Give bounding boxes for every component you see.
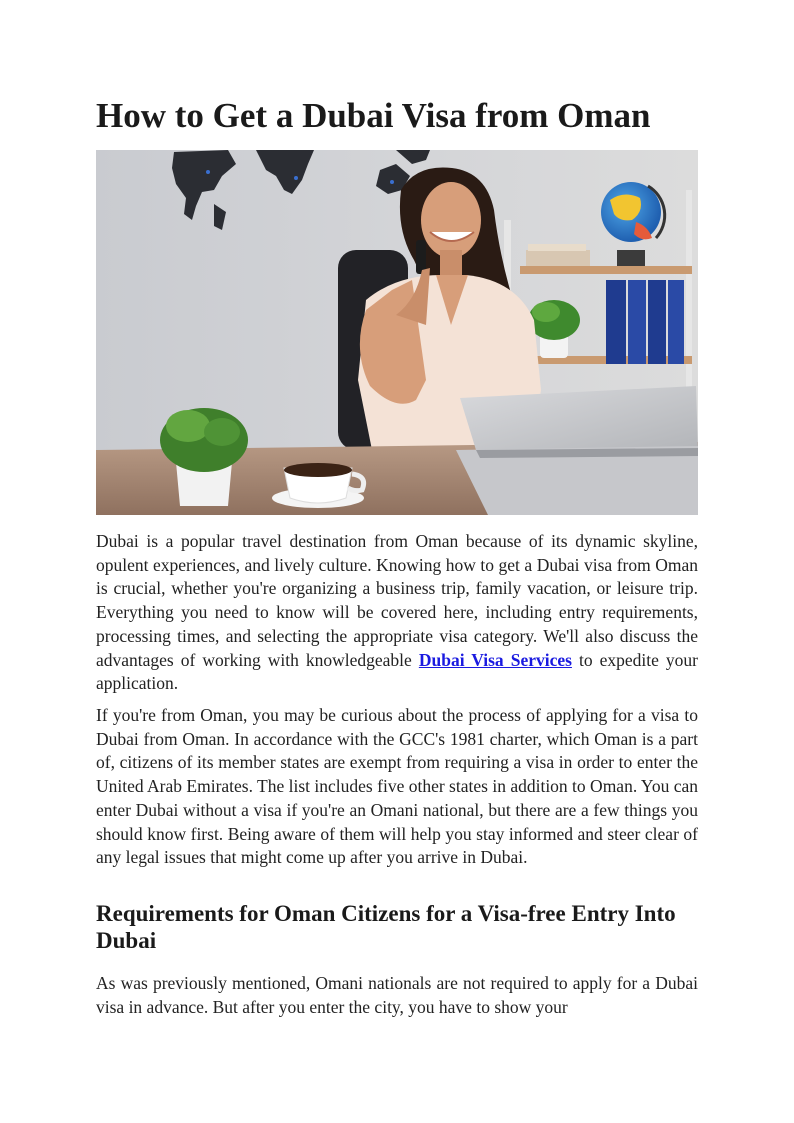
requirements-paragraph: As was previously mentioned, Omani nationals are not required to apply for a Dubai visa in advance. But after you enter the city, you have to show your (96, 973, 698, 1017)
intro-paragraph (96, 530, 698, 696)
hero-image (96, 150, 698, 515)
dubai-visa-services-link[interactable]: Dubai Visa Services (418, 649, 572, 670)
page-title: How to Get a Dubai Visa from Oman (96, 96, 651, 135)
intro-text-before-link: Dubai is a popular travel destination from Oman because of its dynamic skyline, opulent experiences, and lively culture. Knowing how to get a Dubai visa from Oman is crucial, whether you're organizing a business trip, family vacation, or leisure trip. Everything you need to know will be covered here, including entry requirements, processing times, and selecting the appropriate visa category. We'll also discuss the advantages of working with knowledgeable (96, 531, 698, 670)
intro-text-after-link: to expedite your application. (96, 649, 698, 694)
section-heading: Requirements for Oman Citizens for a Visa-free Entry Into Dubai (96, 901, 676, 953)
gcc-paragraph: If you're from Oman, you may be curious about the process of applying for a visa to Dubai from Oman. In accordance with the GCC's 1981 charter, which Oman is a part of, citizens of its member states are exempt from requiring a visa in order to enter the United Arab Emirates. The list includes five other states in addition to Oman. You can enter Dubai without a visa if you're an Omani national, but there are a few things you should know first. Being aware of them will help you stay informed and steer clear of any legal issues that might come up after you arrive in Dubai. (96, 705, 698, 868)
